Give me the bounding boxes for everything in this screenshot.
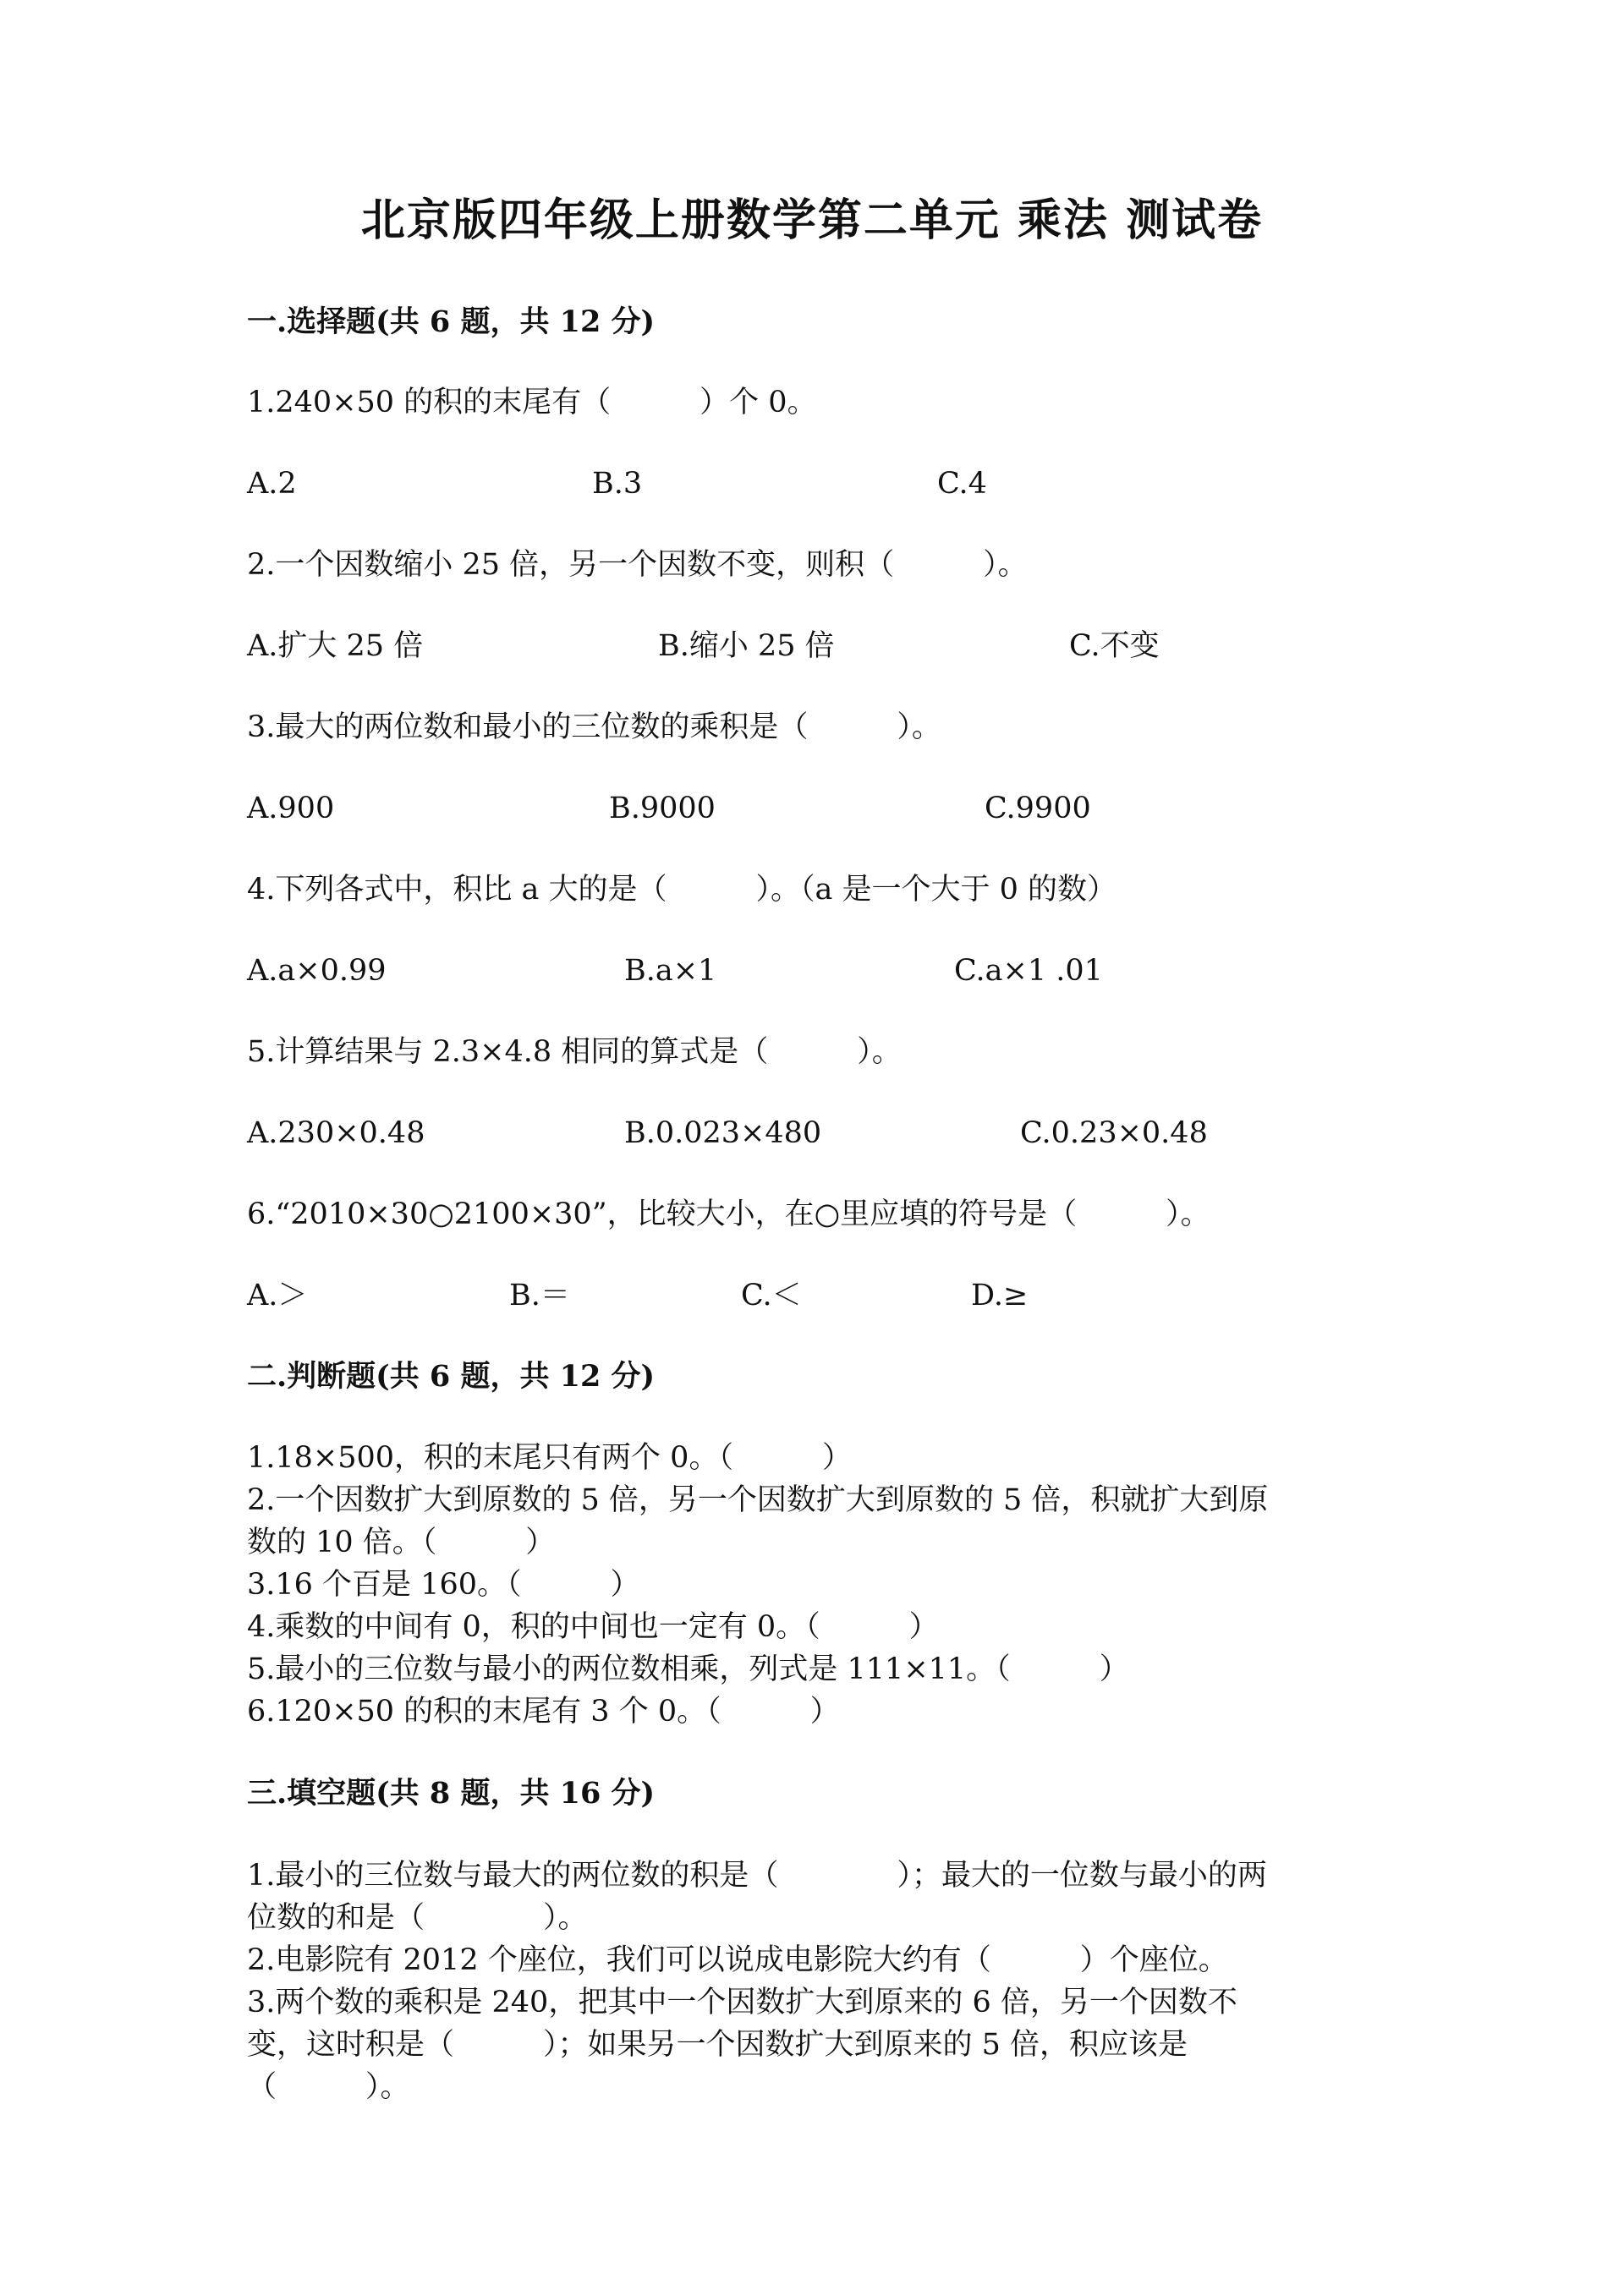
section-heading-choice: 一.选择题(共 6 题，共 12 分) <box>247 304 656 339</box>
judge-line: 4.乘数的中间有 0，积的中间也一定有 0。（ ） <box>247 1610 939 1644</box>
fill-line: 1.最小的三位数与最大的两位数的积是（ ）；最大的一位数与最小的两 <box>247 1859 1267 1893</box>
option-1a: A.2 <box>247 467 297 501</box>
option-5b: B.0.023×480 <box>624 1116 822 1150</box>
question-1: 1.240×50 的积的末尾有（ ）个 0。 <box>247 386 817 419</box>
question-5: 5.计算结果与 2.3×4.8 相同的算式是（ ）。 <box>247 1035 902 1069</box>
option-1c: C.4 <box>937 467 987 501</box>
fill-line: 变，这时积是（ ）；如果另一个因数扩大到原来的 5 倍，积应该是 <box>247 2028 1188 2062</box>
judge-block <box>247 1437 1380 1733</box>
option-4c: C.a×1 .01 <box>954 954 1103 988</box>
fill-line: 位数的和是（ ）。 <box>247 1901 588 1935</box>
judge-line: 3.16 个百是 160。（ ） <box>247 1568 640 1602</box>
option-3b: B.9000 <box>609 792 716 825</box>
section-heading-fill: 三.填空题(共 8 题，共 16 分) <box>247 1776 656 1811</box>
question-4: 4.下列各式中，积比 a 大的是（ ）。（a 是一个大于 0 的数） <box>247 873 1117 907</box>
option-3c: C.9900 <box>985 792 1091 825</box>
judge-line: 数的 10 倍。（ ） <box>247 1526 556 1559</box>
fill-line: 3.两个数的乘积是 240，把其中一个因数扩大到原来的 6 倍，另一个因数不 <box>247 1986 1237 2019</box>
option-6a: A.＞ <box>247 1279 308 1312</box>
fill-block <box>247 1855 1380 2108</box>
option-4a: A.a×0.99 <box>247 954 387 988</box>
option-2c: C.不变 <box>1069 629 1160 663</box>
option-6b: B.＝ <box>509 1279 570 1312</box>
option-6c: C.＜ <box>741 1279 802 1312</box>
question-6: 6.“2010×30○2100×30”，比较大小，在○里应填的符号是（ ）。 <box>247 1197 1210 1231</box>
page-title: 北京版四年级上册数学第二单元 乘法 测试卷 <box>360 195 1264 246</box>
fill-line: 2.电影院有 2012 个座位，我们可以说成电影院大约有（ ）个座位。 <box>247 1943 1228 1977</box>
option-5a: A.230×0.48 <box>247 1116 425 1150</box>
option-5c: C.0.23×0.48 <box>1020 1116 1208 1150</box>
judge-line: 2.一个因数扩大到原数的 5 倍，另一个因数扩大到原数的 5 倍，积就扩大到原 <box>247 1483 1269 1517</box>
fill-line: （ ）。 <box>247 2070 410 2104</box>
option-2b: B.缩小 25 倍 <box>658 629 835 663</box>
section-heading-judge: 二.判断题(共 6 题，共 12 分) <box>247 1359 656 1394</box>
question-3: 3.最大的两位数和最小的三位数的乘积是（ ）。 <box>247 710 941 744</box>
option-3a: A.900 <box>247 792 335 825</box>
option-1b: B.3 <box>592 467 643 501</box>
judge-line: 6.120×50 的积的末尾有 3 个 0。（ ） <box>247 1695 840 1729</box>
option-4b: B.a×1 <box>624 954 717 988</box>
option-6d: D.≥ <box>971 1279 1029 1312</box>
judge-line: 5.最小的三位数与最小的两位数相乘，列式是 111×11。（ ） <box>247 1652 1129 1686</box>
question-2: 2.一个因数缩小 25 倍，另一个因数不变，则积（ ）。 <box>247 548 1028 582</box>
option-2a: A.扩大 25 倍 <box>247 629 424 663</box>
judge-line: 1.18×500，积的末尾只有两个 0。（ ） <box>247 1441 852 1475</box>
